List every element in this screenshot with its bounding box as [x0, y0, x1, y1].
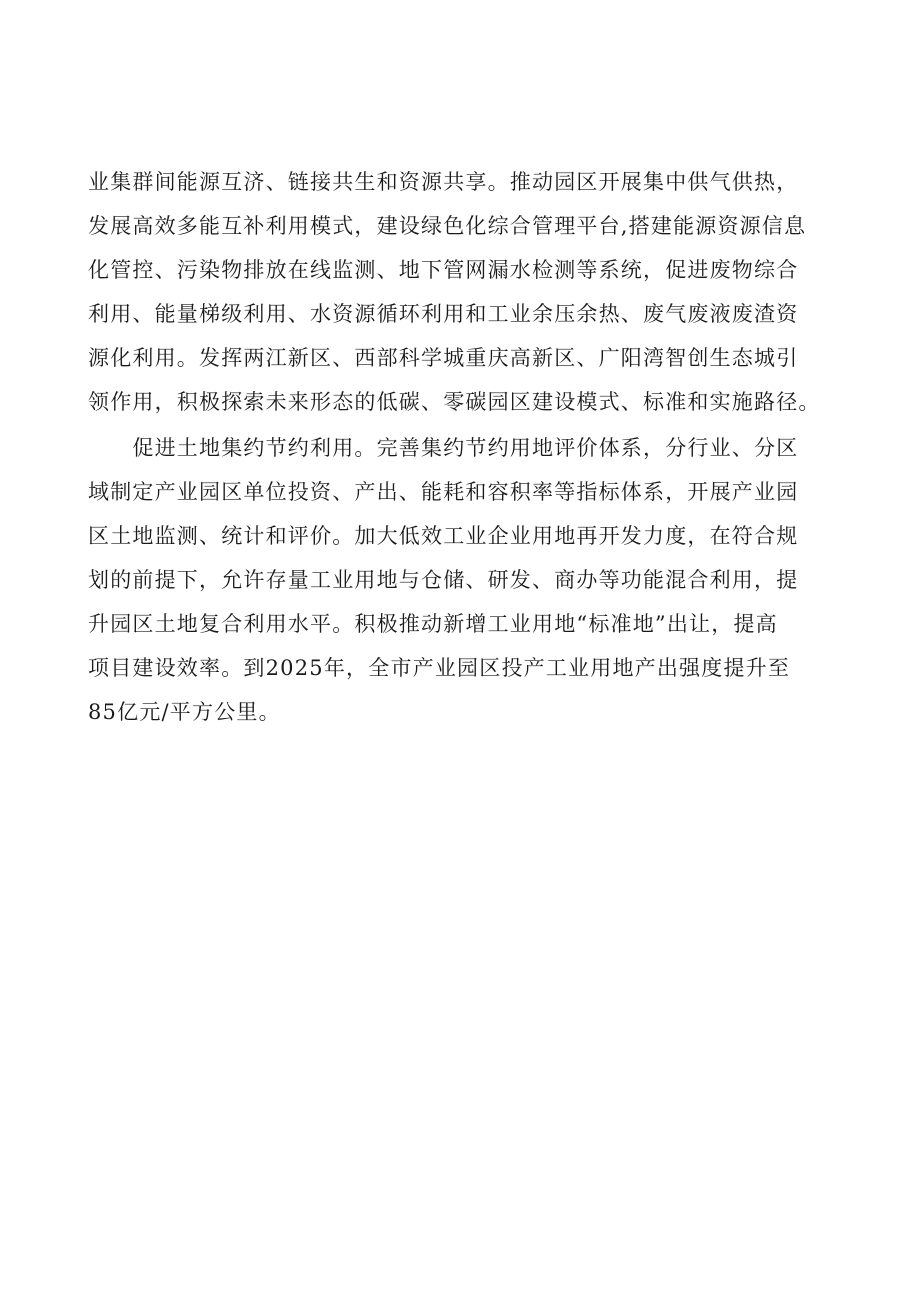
paragraph-line: 促进土地集约节约利用。完善集约节约用地评价体系，分行业、分区 [88, 436, 799, 460]
paragraph-energy-resource-sharing [88, 160, 858, 424]
paragraph-line: 发展高效多能互补利用模式，建设绿色化综合管理平台,搭建能源资源信息 [88, 214, 807, 238]
paragraph-line: 利用、能量梯级利用、水资源循环利用和工业余压余热、废气废液废渣资 [88, 302, 799, 326]
paragraph-line: 区土地监测、统计和评价。加大低效工业企业用地再开发力度，在符合规 [88, 524, 799, 548]
document-body [88, 160, 858, 734]
paragraph-line: 源化利用。发挥两江新区、西部科学城重庆高新区、广阳湾智创生态城引 [88, 346, 799, 370]
paragraph-line: 85亿元/平方公里。 [88, 700, 281, 724]
paragraph-line: 域制定产业园区单位投资、产出、能耗和容积率等指标体系，开展产业园 [88, 480, 799, 504]
paragraph-line: 领作用，积极探索未来形态的低碳、零碳园区建设模式、标准和实施路径。 [88, 390, 821, 414]
paragraph-line: 化管控、污染物排放在线监测、地下管网漏水检测等系统，促进废物综合 [88, 258, 799, 282]
paragraph-land-intensive-use [88, 426, 858, 734]
paragraph-line: 升园区土地复合利用水平。积极推动新增工业用地“标准地”出让，提高 [88, 612, 778, 636]
paragraph-line: 划的前提下，允许存量工业用地与仓储、研发、商办等功能混合利用，提 [88, 568, 799, 592]
paragraph-line: 项目建设效率。到2025年，全市产业园区投产工业用地产出强度提升至 [88, 656, 791, 680]
paragraph-line: 业集群间能源互济、链接共生和资源共享。推动园区开展集中供气供热， [88, 170, 799, 194]
